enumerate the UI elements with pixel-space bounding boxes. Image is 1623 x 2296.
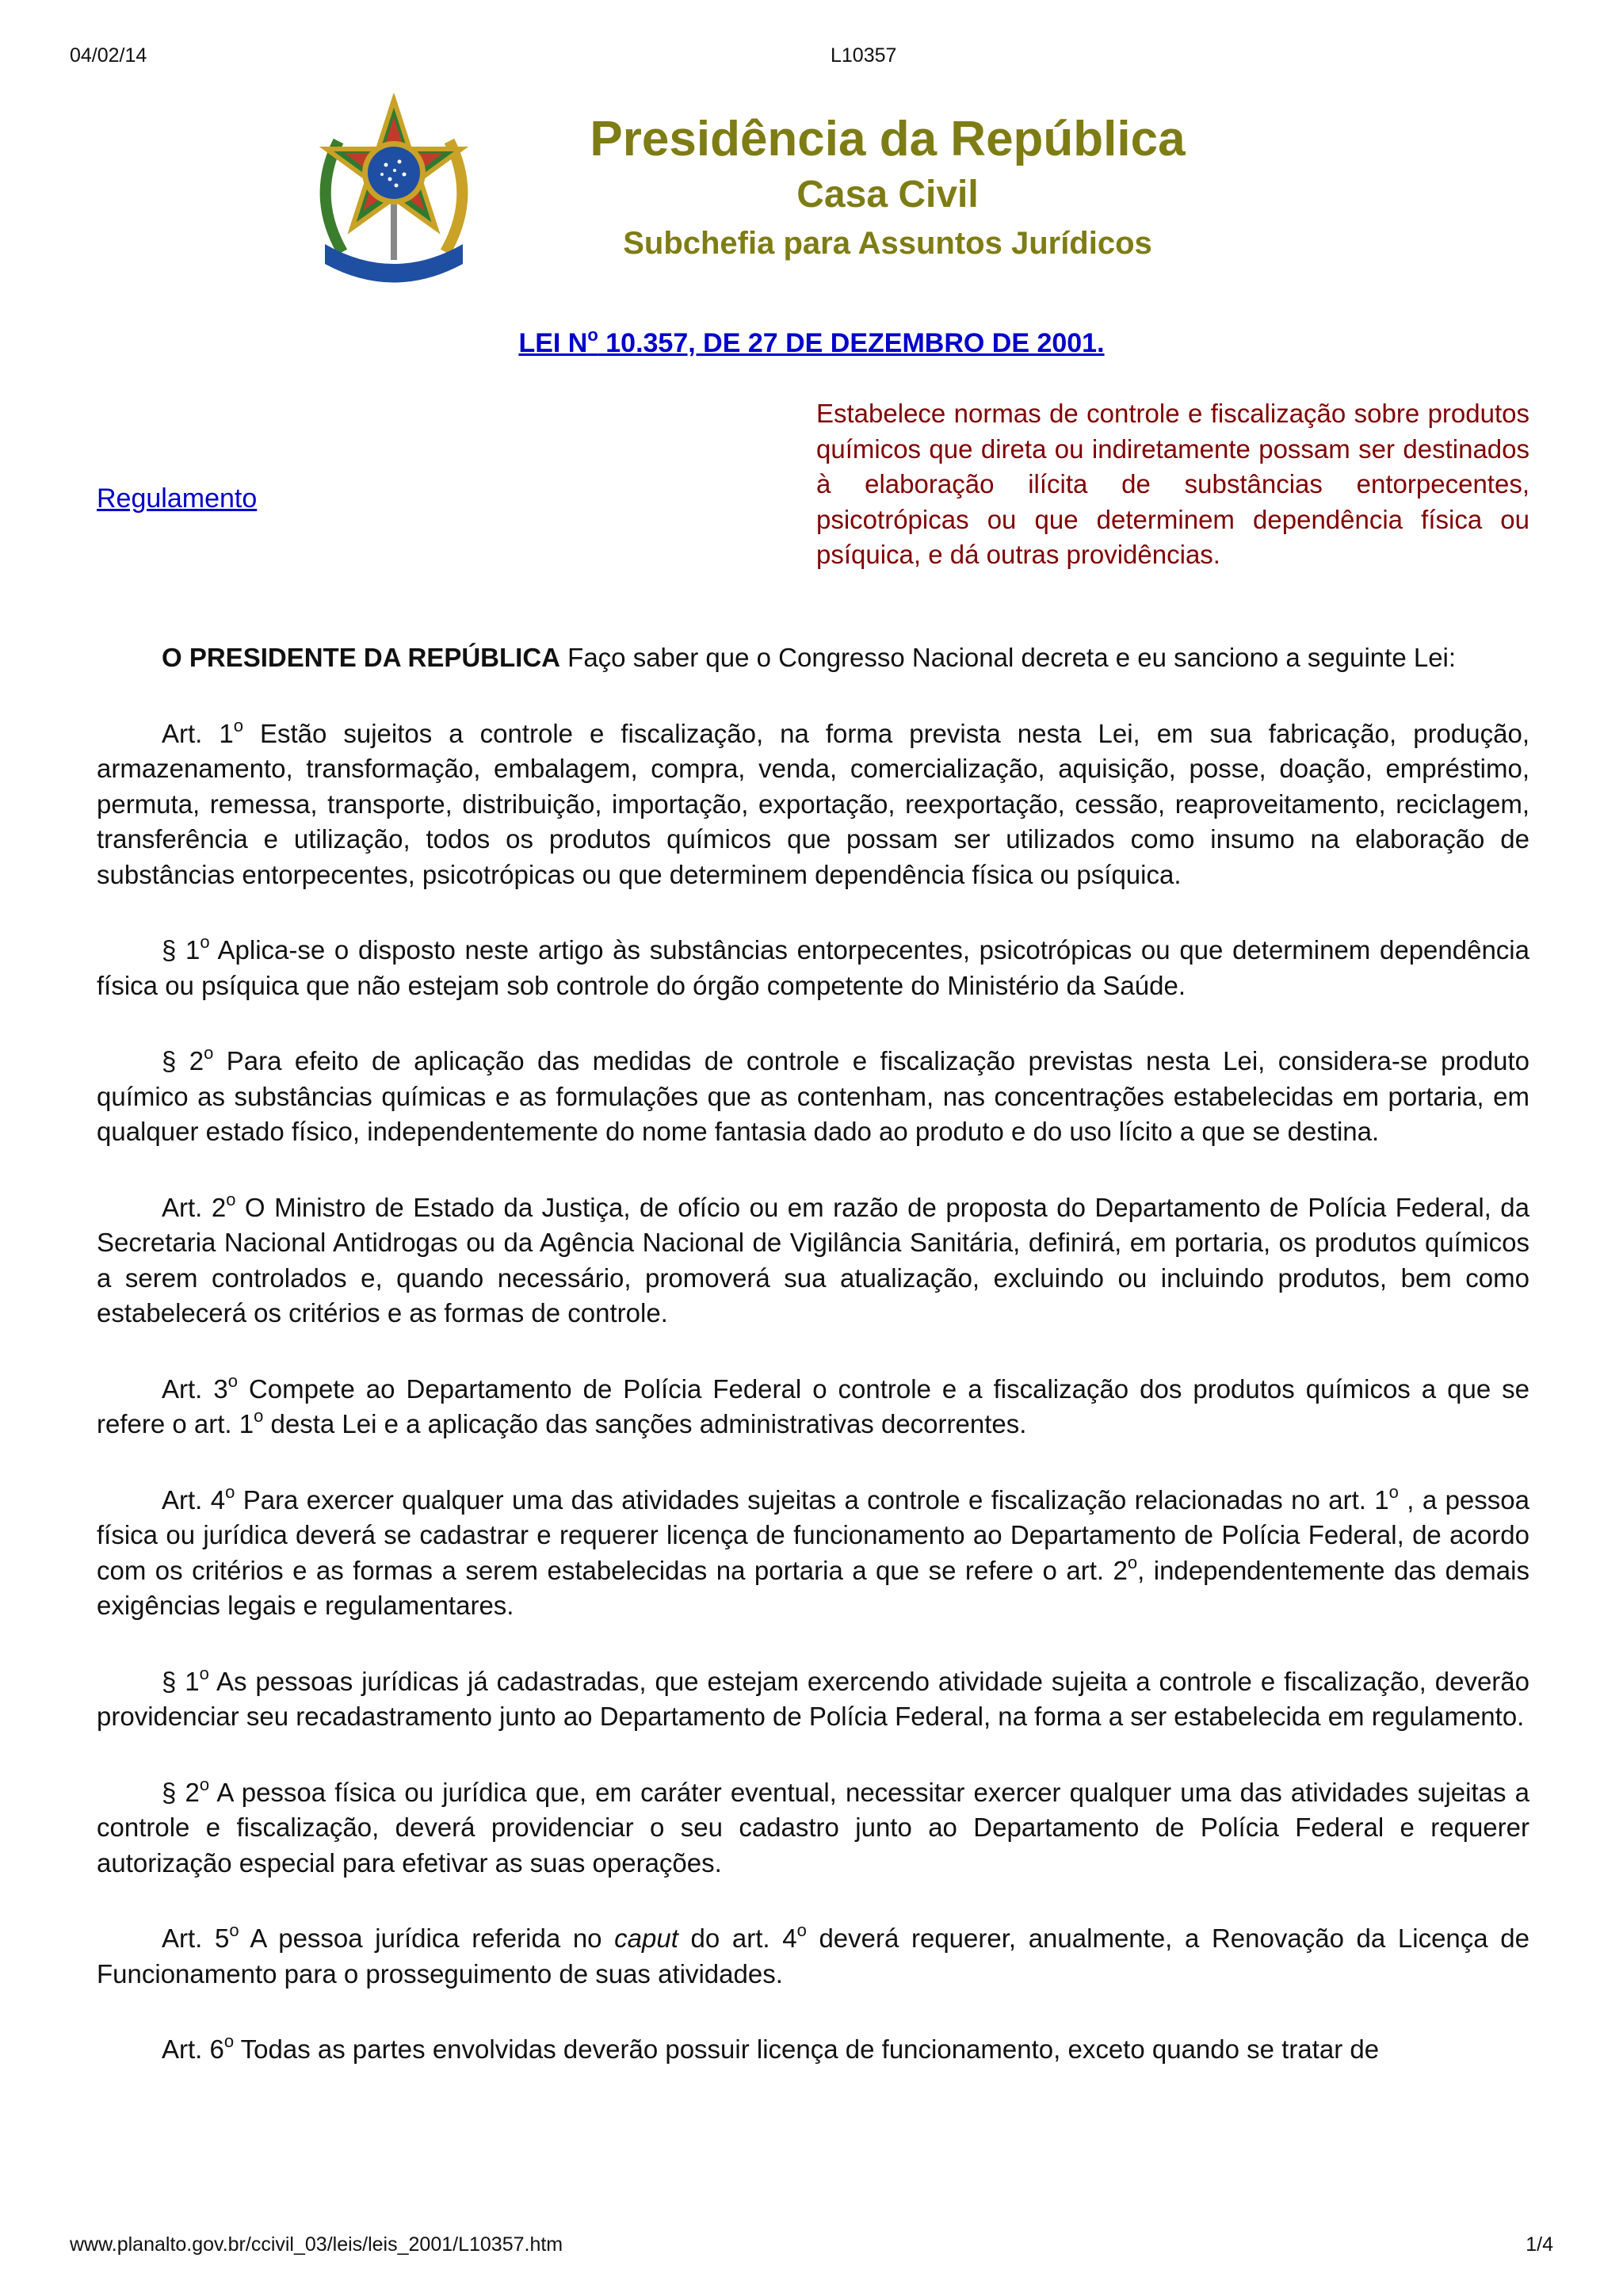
paragraph: Art. 3$^o$ Compete ao Departamento de Polícia Federal o controle e a fiscalização dos produtos químicos a que se refere o art. 1$^o$ desta Lei e a aplicação das sanções administrativas decorrentes. (97, 1370, 1530, 1438)
paragraph: Art. 1$^o$ Estão sujeitos a controle e fiscalização, na forma prevista nesta Lei, em sua fabricação, produção, armazenamento, transformação, embalagem, compra, venda, comercialização, aquisição, posse, doação, empréstimo, permuta, remessa, transporte, distribuição, importação, exportação, reexportação, cessão, reaproveitamento, reciclagem, transferência e utilização, todos os produtos químicos que possam ser utilizados como insumo na elaboração de substâncias entorpecentes, psicotrópicas ou que determinem dependência física ou psíquica. (97, 715, 1529, 889)
page-subtitle: Casa Civil (796, 174, 979, 216)
paragraph: § 2$^o$ A pessoa física ou jurídica que, em caráter eventual, necessitar exercer qualquer uma das atividades sujeitas a controle e fiscalização, deverá providenciar o seu cadastro junto ao Departamento de Polícia Federal e requerer autorização especial para efetivar as suas operações. (97, 1774, 1529, 1878)
law-body (97, 640, 1529, 2108)
page-title: Presidência da República (590, 112, 1186, 166)
paragraph: § 2$^o$ Para efeito de aplicação das medidas de controle e fiscalização previstas nesta Lei, considera-se produto químico as substâncias químicas e as formulações que as contenham, nas concentrações estabelecidas em portaria, em qualquer estado físico, independentemente do nome fantasia dado ao produto e do uso lícito a que se destina. (97, 1043, 1529, 1146)
paragraph: § 1$^o$ Aplica-se o disposto neste artigo às substâncias entorpecentes, psicotrópicas ou que determinem dependência física ou psíquica que não estejam sob controle do órgão competente do Ministério da Saúde. (97, 932, 1529, 1000)
paragraph: Art. 4$^o$ Para exercer qualquer uma das atividades sujeitas a controle e fiscalização relacionadas no art. 1$^o$ , a pessoa física ou jurídica deverá se cadastrar e requerer licença de funcionamento ao Departamento de Polícia Federal, de acordo com os critérios e as formas a serem estabelecidas na portaria a que se refere o art. 2$^o$, independentemente das demais exigências legais e regulamentares. (97, 1481, 1529, 1620)
page-number: 1/4 (1526, 2233, 1553, 2256)
law-prefix: LEI N (518, 328, 588, 358)
paragraph: Art. 6$^o$ Todas as partes envolvidas deverão possuir licença de funcionamento, exceto quando se tratar de (162, 2031, 1380, 2064)
print-doc-id: L10357 (831, 44, 897, 67)
preamble-text: Faço saber que o Congresso Nacional decreta e eu sanciono a seguinte Lei: (560, 643, 1457, 672)
page-subtitle-2: Subchefia para Assuntos Jurídicos (623, 226, 1152, 261)
source-url: www.planalto.gov.br/ccivil_03/leis/leis_2001/L10357.htm (70, 2233, 563, 2256)
paragraph: Art. 2$^o$ O Ministro de Estado da Justiça, de ofício ou em razão de proposta do Departamento de Polícia Federal, da Secretaria Nacional Antidrogas ou da Agência Nacional de Vigilância Sanitária, definirá, em portaria, os produtos químicos a serem controlados e, quando necessário, promoverá sua atualização, excluindo ou incluindo produtos, bem como estabelecerá os critérios e as formas de controle. (97, 1189, 1530, 1328)
law-rest: 10.357, DE 27 DE DEZEMBRO DE 2001. (598, 328, 1105, 358)
law-title-link[interactable] (0, 325, 1623, 359)
preamble-bold: O PRESIDENTE DA REPÚBLICA (162, 643, 560, 672)
regulamento-link[interactable]: Regulamento (97, 483, 258, 514)
preamble (97, 640, 1529, 676)
print-date: 04/02/14 (70, 44, 147, 67)
paragraph: Art. 5$^o$ A pessoa jurídica referida no caput do art. 4$^o$ deverá requerer, anualmente, a Renovação da Licença de Funcionamento para o prosseguimento de suas atividades. (97, 1920, 1529, 1988)
law-summary: Estabelece normas de controle e fiscalização sobre produtos químicos que direta ou indiretamente possam ser destinados à elaboração ilícita de substâncias entorpecentes, psicotrópicas ou que determinem dependência física ou psíquica, e dá outras providências. (816, 399, 1529, 569)
brazil-coat-of-arms-icon (311, 94, 477, 284)
law-ordinal: o (587, 325, 598, 345)
paragraph: § 1$^o$ As pessoas jurídicas já cadastradas, que estejam exercendo atividade sujeita a controle e fiscalização, deverão providenciar seu recadastramento junto ao Departamento de Polícia Federal, na forma a ser estabelecida em regulamento. (97, 1663, 1529, 1731)
